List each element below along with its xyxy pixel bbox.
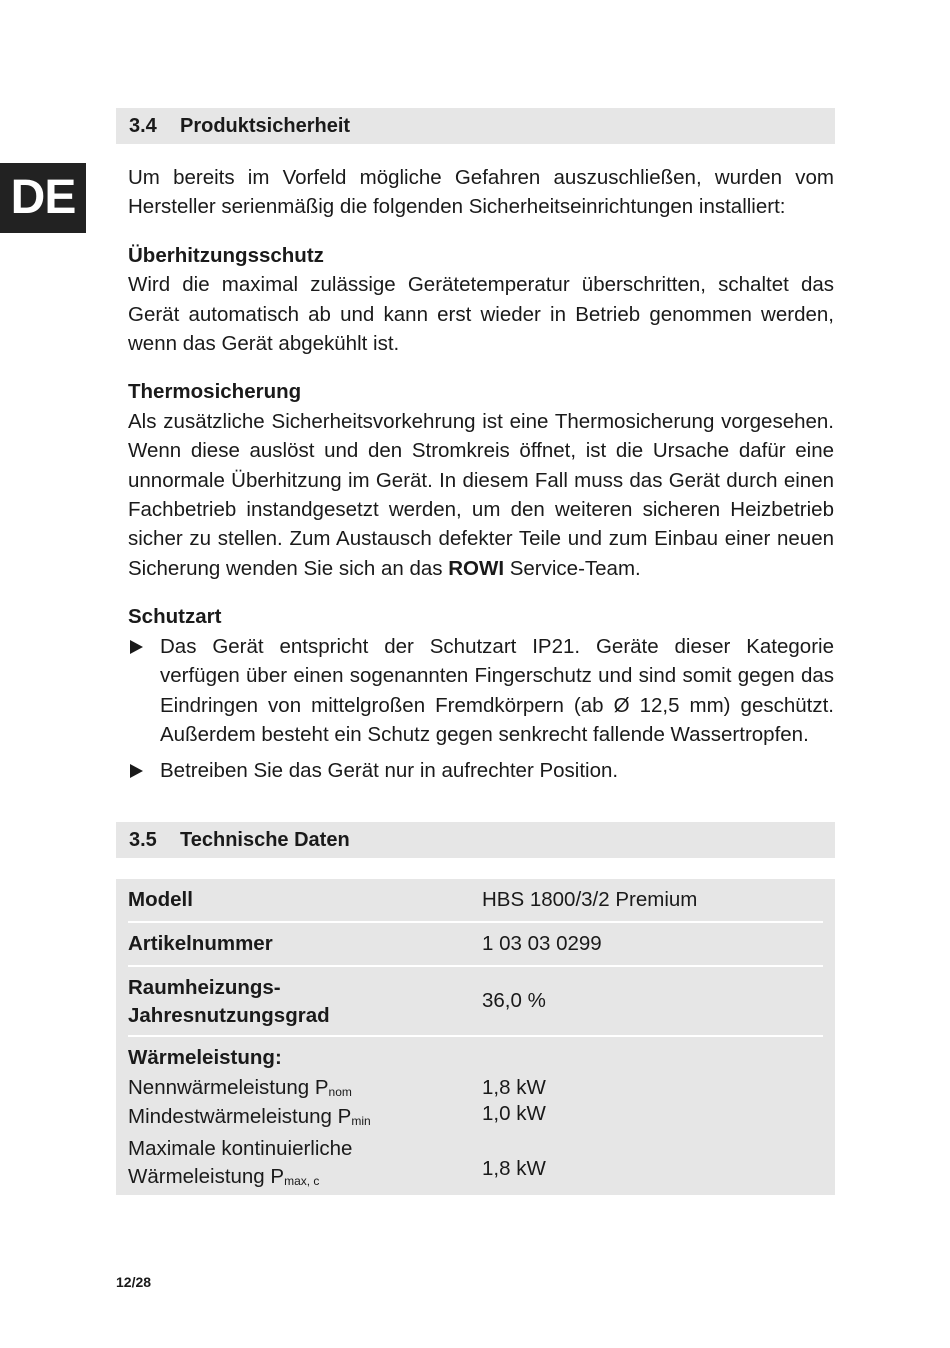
min-heat-value: 1,0 kW	[482, 1102, 546, 1125]
list-item	[128, 632, 834, 750]
section-title: Technische Daten	[180, 829, 350, 851]
thermo-text: Als zusätzliche Sicherheitsvorkehrung ist eine Thermosicherung vorgesehen. Wenn diese auslöst und den Stromkreis öffnet, ist die Ursache dafür eine unnormale Überhitzung im Gerät. In diesem Fall muss das Gerät durch einen Fachbetrieb instandgesetzt werden, um den weiteren sicheren Heizbetrieb sicher zu stellen. Zum Austausch defekter Teile und zum Einbau einer neuen Sicherung wenden Sie sich an das	[128, 409, 834, 580]
page-number: 12/28	[116, 1274, 152, 1290]
overheat-heading: Überhitzungsschutz	[128, 243, 324, 267]
list-item-text: Das Gerät entspricht der Schutzart IP21. Geräte dieser Kategorie verfügen über einen sogenannten Fingerschutz und sind somit gegen das Eindringen von mittelgroßen Fremdkörpern (ab Ø 12,5 mm) geschützt. Außerdem besteht ein Schutz gegen senkrecht fallende Wassertropfen.	[160, 634, 834, 746]
protection-heading: Schutzart	[128, 605, 222, 629]
section-number: 3.5	[129, 829, 157, 851]
safety-content	[128, 163, 834, 786]
model-label: Modell	[128, 888, 193, 911]
max-heat-label: Maximale kontinuierliche Wärmeleistung $P_{max, c}$	[128, 1137, 353, 1188]
table-row	[128, 967, 823, 1037]
triangle-bullet-icon	[130, 764, 143, 778]
min-heat-label: Mindestwärmeleistung $P_{min}$	[128, 1105, 371, 1128]
list-item	[128, 756, 834, 785]
efficiency-value: 36,0 %	[482, 989, 546, 1012]
thermo-text-end: Service-Team.	[504, 556, 641, 580]
technical-data-table	[116, 879, 835, 1195]
intro-paragraph: Um bereits im Vorfeld mögliche Gefahren auszuschließen, wurden vom Hersteller serienmäßig die folgenden Sicherheitseinrichtungen installiert:	[128, 166, 834, 219]
model-value: HBS 1800/3/2 Premium	[482, 888, 698, 911]
table-row	[128, 879, 823, 923]
section-heading-3-4	[116, 108, 835, 144]
thermo-heading: Thermosicherung	[128, 380, 302, 404]
article-label: Artikelnummer	[128, 932, 273, 955]
table-row	[128, 923, 823, 967]
thermo-paragraph	[128, 407, 834, 583]
protection-list	[128, 632, 834, 786]
table-row	[128, 1037, 823, 1195]
brand-name: ROWI	[448, 556, 505, 580]
heat-output-heading: Wärmeleistung:	[128, 1046, 282, 1069]
max-heat-value: 1,8 kW	[482, 1157, 546, 1180]
nominal-heat-value: 1,8 kW	[482, 1076, 546, 1099]
section-number: 3.4	[129, 115, 157, 137]
article-value: 1 03 03 0299	[482, 932, 602, 955]
nominal-heat-label: Nennwärmeleistung $P_{nom}$	[128, 1076, 352, 1099]
overheat-paragraph: Wird die maximal zulässige Gerätetemperatur überschritten, schaltet das Gerät automatisch ab und kann erst wieder in Betrieb genommen werden, wenn das Gerät abgekühlt ist.	[128, 273, 834, 356]
section-heading-3-5	[116, 822, 835, 858]
section-title: Produktsicherheit	[180, 115, 351, 137]
list-item-text: Betreiben Sie das Gerät nur in aufrechter Position.	[160, 759, 619, 783]
language-tab: DE	[0, 163, 86, 233]
triangle-bullet-icon	[130, 640, 143, 654]
efficiency-label: Raumheizungs- Jahresnutzungsgrad	[128, 976, 330, 1027]
